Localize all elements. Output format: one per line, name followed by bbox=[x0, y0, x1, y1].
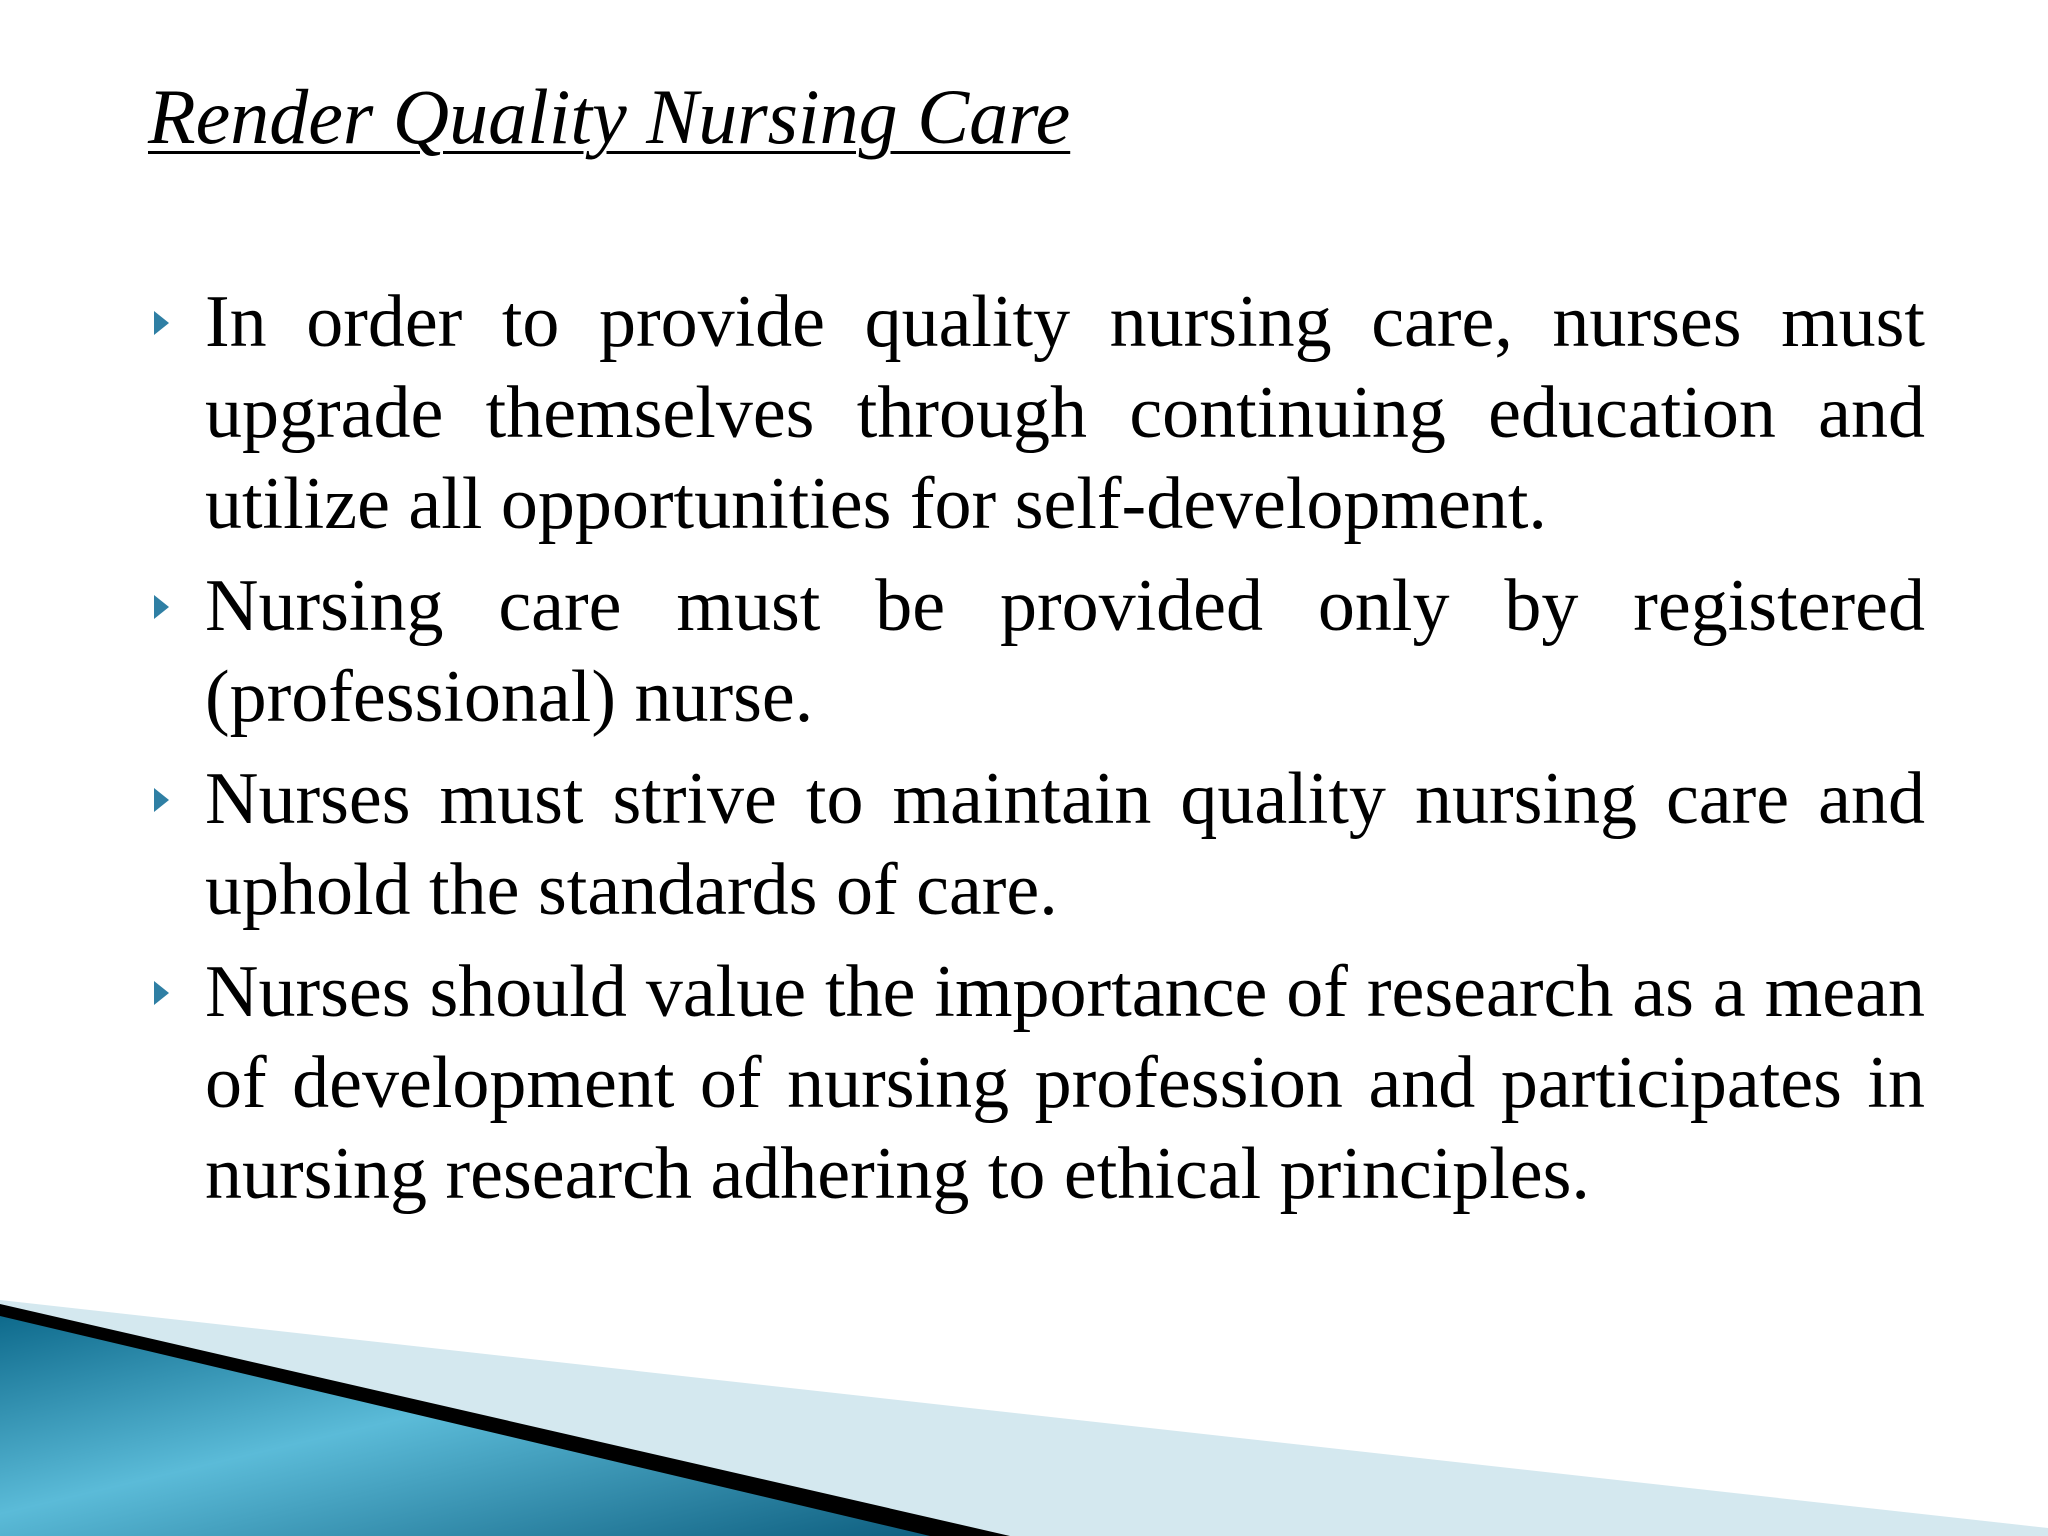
triangle-right-icon bbox=[154, 595, 169, 619]
slide-title: Render Quality Nursing Care bbox=[148, 73, 1071, 160]
triangle-right-icon bbox=[154, 981, 169, 1005]
triangle-right-icon bbox=[154, 788, 169, 812]
bullet-item bbox=[205, 561, 1925, 743]
bullet-item bbox=[205, 754, 1925, 936]
triangle-right-icon bbox=[154, 311, 169, 335]
bullet-text: Nurses must strive to maintain quality nursing care and uphold the standards of care. bbox=[205, 758, 1925, 931]
bullet-text: In order to provide quality nursing care, nurses must upgrade themselves through continuing education and utilize all opportunities for self-development. bbox=[205, 281, 1925, 545]
bullet-text: Nursing care must be provided only by registered (professional) nurse. bbox=[205, 565, 1925, 738]
bullet-item bbox=[205, 947, 1925, 1220]
bullet-item bbox=[205, 277, 1925, 550]
bullet-text: Nurses should value the importance of research as a mean of development of nursing profession and participates in nursing research adhering to ethical principles. bbox=[205, 951, 1925, 1215]
bullet-list bbox=[205, 277, 1925, 1231]
corner-swoosh-decoration bbox=[0, 1280, 2048, 1536]
